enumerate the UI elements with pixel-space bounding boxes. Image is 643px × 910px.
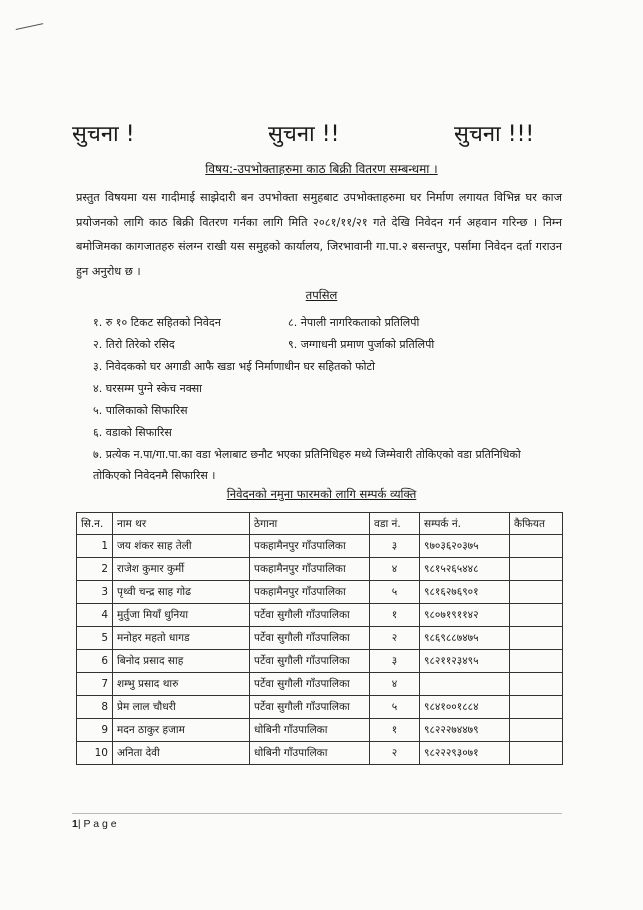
cell-ward: ५ xyxy=(370,581,420,604)
table-row xyxy=(77,581,563,604)
document-item-2: २. तिरो तिरेको रसिद xyxy=(93,338,175,351)
table-row xyxy=(77,558,563,581)
cell-address: पर्टेवा सुगौली गाँउपालिका xyxy=(250,604,370,627)
cell-address: पकहामैनपुर गाँउपालिका xyxy=(250,535,370,558)
page-number: 1 xyxy=(72,818,78,830)
subject-line: विषय:-उपभोक्ताहरुमा काठ बिक्री वितरण सम्बन्धमा । xyxy=(205,162,438,176)
cell-contact: ९८१६२७६९०१ xyxy=(420,581,510,604)
cell-remarks xyxy=(510,742,563,765)
cell-name: मुर्तुजा मियाँ धुनिया xyxy=(113,604,250,627)
cell-contact: ९८६९८८७४७५ xyxy=(420,627,510,650)
cell-contact: ९८१५२६५४४८ xyxy=(420,558,510,581)
cell-ward: १ xyxy=(370,604,420,627)
header-name: नाम थर xyxy=(113,513,250,535)
cell-sn: 8 xyxy=(77,696,113,719)
contact-title: निवेदनको नमुना फारमको लागि सम्पर्क व्यक्ति xyxy=(226,487,417,501)
cell-ward: ३ xyxy=(370,650,420,673)
header-remarks: कैफियत xyxy=(510,513,563,535)
table-header-row xyxy=(77,513,563,535)
document-item-5: ५. पालिकाको सिफारिस xyxy=(93,404,188,417)
cell-address: पर्टेवा सुगौली गाँउपालिका xyxy=(250,650,370,673)
cell-address: पर्टेवा सुगौली गाँउपालिका xyxy=(250,627,370,650)
cell-ward: ३ xyxy=(370,535,420,558)
header-address: ठेगाना xyxy=(250,513,370,535)
cell-contact: ९७०३६२०३७५ xyxy=(420,535,510,558)
cell-remarks xyxy=(510,719,563,742)
cell-sn: 3 xyxy=(77,581,113,604)
cell-address: धोबिनी गाँउपालिका xyxy=(250,742,370,765)
page-label: | P a g e xyxy=(77,818,117,830)
body-paragraph: प्रस्तुत विषयमा यस गादीमाई साझेदारी बन उपभोक्ता समुहबाट उपभोक्ताहरुमा घर निर्माण लगायत विभिन्न घर काज प्रयोजनको लागि काठ बिक्री वितरण गर्नका लागि मिति २०८१/११/२१ गते देखि निवेदन गर्न अहवान गरिन्छ । निम्न बमोजिमका कागजातहरु संलग्न राखी यस समुहको कार्यालय, जिरभावानी गा.पा.२ बसन्तपुर, पर्सामा निवेदन दर्ता गराउन हुन अनुरोध छ । xyxy=(76,191,562,278)
cell-contact: ९८२२२९३०७१ xyxy=(420,742,510,765)
cell-address: पर्टेवा सुगौली गाँउपालिका xyxy=(250,696,370,719)
cell-address: धोबिनी गाँउपालिका xyxy=(250,719,370,742)
cell-name: राजेश कुमार कुर्मी xyxy=(113,558,250,581)
table-row xyxy=(77,719,563,742)
cell-remarks xyxy=(510,650,563,673)
document-item-3: ३. निवेदकको घर अगाडी आफै खडा भई निर्माणाधीन घर सहितको फोटो xyxy=(93,360,375,373)
cell-remarks xyxy=(510,673,563,696)
cell-name: मनोहर महतो धागड xyxy=(113,627,250,650)
cell-address: पर्टेवा सुगौली गाँउपालिका xyxy=(250,673,370,696)
cell-sn: 7 xyxy=(77,673,113,696)
table-row xyxy=(77,535,563,558)
document-item-6: ६. वडाको सिफारिस xyxy=(93,426,172,439)
cell-contact: ९८२११२३४९५ xyxy=(420,650,510,673)
cell-sn: 1 xyxy=(77,535,113,558)
cell-remarks xyxy=(510,581,563,604)
cell-remarks xyxy=(510,558,563,581)
pen-mark xyxy=(16,23,45,35)
cell-address: पकहामैनपुर गाँउपालिका xyxy=(250,581,370,604)
cell-sn: 4 xyxy=(77,604,113,627)
document-item-1: १. रु १० टिकट सहितको निवेदन xyxy=(93,316,221,329)
page-footer xyxy=(72,813,562,830)
header-sn: सि.न. xyxy=(77,513,113,535)
cell-ward: ४ xyxy=(370,673,420,696)
cell-name: शम्भु प्रसाद थारु xyxy=(113,673,250,696)
cell-remarks xyxy=(510,627,563,650)
cell-ward: २ xyxy=(370,627,420,650)
cell-sn: 6 xyxy=(77,650,113,673)
document-item-7: ७. प्रत्येक न.पा/गा.पा.का वडा भेलाबाट छनौट भएका प्रतिनिधिहरु मध्ये जिम्मेवारी तोकिएको वडा प्रतिनिधिको तोकिएको निवेदनमै सिफारिस । xyxy=(93,448,521,482)
cell-remarks xyxy=(510,696,563,719)
cell-name: प्रेम लाल चौधरी xyxy=(113,696,250,719)
cell-sn: 5 xyxy=(77,627,113,650)
contact-table xyxy=(76,512,563,765)
cell-ward: ४ xyxy=(370,558,420,581)
table-row xyxy=(77,627,563,650)
schedule-title: तपसिल xyxy=(305,288,338,302)
document-item-4: ४. घरसम्म पुग्ने स्केच नक्सा xyxy=(93,382,202,395)
document-item-8: ८. नेपाली नागरिकताको प्रतिलिपी xyxy=(288,316,420,329)
cell-contact: ९८२२२७४४७९ xyxy=(420,719,510,742)
notice-heading-2: सुचना !! xyxy=(268,122,340,147)
document-item-9: ९. जग्गाधनी प्रमाण पुर्जाको प्रतिलिपी xyxy=(288,338,435,351)
cell-ward: ५ xyxy=(370,696,420,719)
header-contact: सम्पर्क नं. xyxy=(420,513,510,535)
table-row xyxy=(77,696,563,719)
table-row xyxy=(77,650,563,673)
cell-sn: 2 xyxy=(77,558,113,581)
table-row xyxy=(77,673,563,696)
cell-remarks xyxy=(510,535,563,558)
cell-sn: 9 xyxy=(77,719,113,742)
notice-heading-3: सुचना !!! xyxy=(454,122,535,147)
cell-name: मदन ठाकुर हजाम xyxy=(113,719,250,742)
cell-contact: ९८०७१९११४२ xyxy=(420,604,510,627)
cell-address: पकहामैनपुर गाँउपालिका xyxy=(250,558,370,581)
table-row xyxy=(77,604,563,627)
cell-name: जय शंकर साह तेली xyxy=(113,535,250,558)
cell-name: बिनोद प्रसाद साह xyxy=(113,650,250,673)
notice-heading-1: सुचना ! xyxy=(72,122,135,147)
cell-ward: २ xyxy=(370,742,420,765)
cell-ward: १ xyxy=(370,719,420,742)
cell-contact: ९८४१००१८८४ xyxy=(420,696,510,719)
table-row xyxy=(77,742,563,765)
cell-name: पृथ्वी चन्द्र साह गोढ xyxy=(113,581,250,604)
cell-sn: 10 xyxy=(77,742,113,765)
cell-name: अनिता देवी xyxy=(113,742,250,765)
cell-contact xyxy=(420,673,510,696)
header-ward: वडा नं. xyxy=(370,513,420,535)
cell-remarks xyxy=(510,604,563,627)
